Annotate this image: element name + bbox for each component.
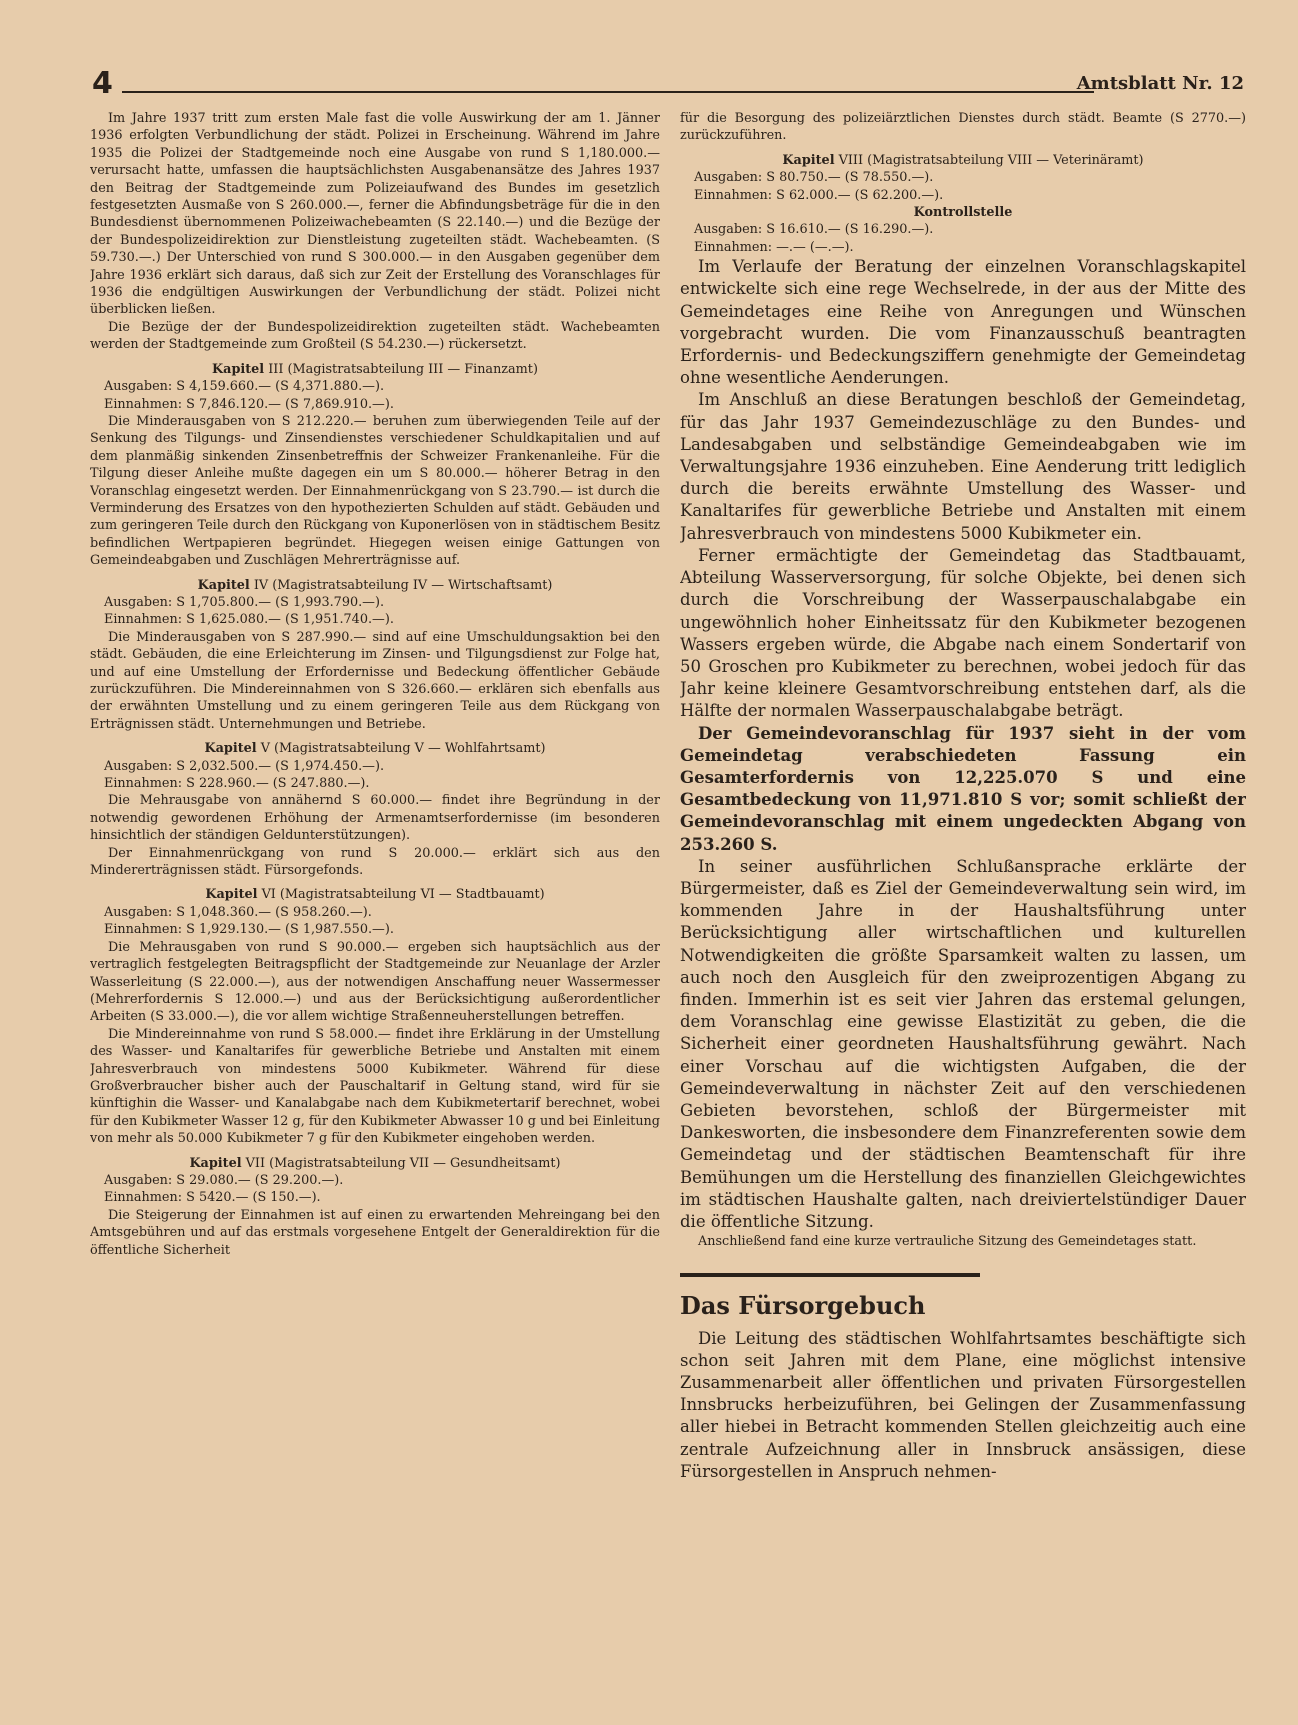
page-header [92,66,1244,106]
chapter-title: V (Magistratsabteilung V — Wohlfahrtsamt) [260,741,546,757]
expense-line: Ausgaben: S 16.610.— (S 16.290.—). [694,222,934,238]
right-large-block [680,256,1246,1233]
income-line: Einnahmen: S 1,625.080.— (S 1,951.740.—). [104,612,394,628]
chapter-label: Kapitel [782,152,835,168]
expense-line: Ausgaben: S 2,032.500.— (S 1,974.450.—). [104,758,385,774]
paragraph: Im Anschluß an diese Beratungen beschloß der Gemeindetag, für das Jahr 1937 Gemeindezuschläge zu den Bundes- und Landesabgaben und selbständige Gemeindeabgaben wie im Verwaltungsjahre 1936 einzuheben. Eine Aenderung tritt lediglich durch die bereits erwähnte Umstellung des Wasser- und Kanaltarifes für gewerbliche Betriebe und Anstalten mit einem Jahresverbrauch von mindestens 5000 Kubikmeter ein. [680,390,1246,543]
chapter-heading [90,886,660,903]
expense-line: Ausgaben: S 80.750.— (S 78.550.—). [694,170,934,186]
chapter-heading [680,152,1246,169]
paragraph: Ferner ermächtigte der Gemeindetag das Stadtbauamt, Abteilung Wasserversorgung, für solche Objekte, bei denen sich durch die Vorschreibung der Wasserpauschalabgabe ein ungewöhnlich hoher Einheitssatz für den Kubikmeter bezogenen Wassers ergeben würde, die Abgabe nach einem Sondertarif von 50 Groschen pro Kubikmeter zu berechnen, wobei jedoch für das Jahr keine kleinere Gesamtvorschreibung entstehen darf, als die Hälfte der normalen Wasserpauschalabgabe beträgt. [680,545,1246,721]
section-title: Das Fürsorgebuch [680,1290,926,1320]
income-line: Einnahmen: S 1,929.130.— (S 1,987.550.—). [104,922,394,938]
expense-line: Ausgaben: S 1,705.800.— (S 1,993.790.—). [104,594,385,610]
expense-line: Ausgaben: S 1,048.360.— (S 958.260.—). [104,904,372,920]
paragraph: Im Verlaufe der Beratung der einzelnen Voranschlagskapitel entwickelte sich eine rege Wechselrede, in der aus der Mitte des Gemeindetages eine Reihe von Anregungen und Wünschen vorgebracht wurden. Die vom Finanzausschuß beantragten Erfordernis- und Bedeckungsziffern genehmigte der Gemeindetag ohne wesentliche Aenderungen. [680,257,1246,388]
chapter-label: Kapitel [197,577,250,593]
chapter-label: Kapitel [204,741,257,757]
chapter-label: Kapitel [205,887,258,903]
section-separator [680,1273,980,1277]
left-column [90,110,660,1650]
income-line: Einnahmen: —.— (—.—). [694,239,854,255]
issue-label: Amtsblatt Nr. 12 [1076,73,1244,94]
income-line: Einnahmen: S 5420.— (S 150.—). [104,1190,321,1206]
page-number: 4 [92,66,113,101]
paragraph: Die Leitung des städtischen Wohlfahrtsamtes beschäftigte sich schon seit Jahren mit dem Plane, eine möglichst intensive Zusammenarbeit aller öffentlichen und privaten Fürsorgestellen Innsbrucks herbeizuführen, bei Gelingen der Zusammenfassung aller hiebei in Betracht kommenden Stellen gleichzeitig auch eine zentrale Aufzeichnung aller in Innsbruck ansässigen, diese Fürsorgestellen in Anspruch nehmen- [680,1328,1246,1481]
paragraph: Die Bezüge der der Bundespolizeidirektion zugeteilten städt. Wachebeamten werden der Stadtgemeinde zum Großteil (S 54.230.—) rückersetzt. [90,319,660,353]
income-line: Einnahmen: S 228.960.— (S 247.880.—). [104,776,370,792]
paragraph: Die Mehrausgabe von annähernd S 60.000.— findet ihre Begründung in der notwendig gewordenen Erhöhung der Armenamtserfordernisse (im besonderen hinsichtlich der ständigen Geldunterstützungen). [90,793,660,844]
chapter-label: Kapitel [212,361,265,377]
budget-summary-paragraph: Der Gemeindevoranschlag für 1937 sieht in der vom Gemeindetag verabschiedeten Fassung ein Gesamterfordernis von 12,225.070 S und eine Gesamtbedeckung von 11,971.810 S vor; somit schließt der Gemeindevoranschlag mit einem ungedeckten Abgang von 253.260 S. [680,723,1246,854]
chapter-title: III (Magistratsabteilung III — Finanzamt) [268,361,538,377]
chapter-heading [90,361,660,378]
chapter-title: IV (Magistratsabteilung IV — Wirtschaftsamt) [253,577,553,593]
paragraph: Die Mehrausgaben von rund S 90.000.— ergeben sich hauptsächlich aus der vertraglich festgelegten Beitragspflicht der Stadtgemeinde zur Neuanlage der Arzler Wasserleitung (S 22.000.—), aus der notwendigen Anschaffung neuer Wassermesser (Mehrerfordernis S 12.000.—) und aus der Berücksichtigung außerordentlicher Arbeiten (S 33.000.—), die vor allem wichtige Straßenneuherstellungen betreffen. [90,939,660,1025]
chapter-heading [90,740,660,757]
right-small-block [680,110,1246,256]
paragraph: Die Minderausgaben von S 212.220.— beruhen zum überwiegenden Teile auf der Senkung des Tilgungs- und Zinsendienstes verschiedener Schuldkapitalien und auf dem planmäßig sinkenden Zinsenbetreffnis der Schweizer Frankenanleihe. Für die Tilgung dieser Anleihe mußte dagegen ein um S 80.000.— höherer Betrag in den Voranschlag eingesetzt werden. Der Einnahmenrückgang von S 23.790.— ist durch die Verminderung des Ersatzes von den hypothezierten Schulden auf städt. Gebäuden und zum geringeren Teile durch den Rückgang von Kuponerlösen von in städtischem Besitz befindlichen Wertpapieren begründet. Hiegegen weisen einige Gattungen von Gemeindeabgaben und Zuschlägen Mehrerträgnisse auf. [90,413,660,569]
paragraph: Die Mindereinnahme von rund S 58.000.— findet ihre Erklärung in der Umstellung des Wasser- und Kanaltarifes für gewerbliche Betriebe und Anstalten mit einem Jahresverbrauch von mindestens 5000 Kubikmeter. Während für diese Großverbraucher bisher auch der Pauschaltarif in Geltung stand, wird für sie künftighin die Wasser- und Kanalabgabe nach dem Kubikmetertarif berechnet, wobei für den Kubikmeter Wasser 12 g, für den Kubikmeter Abwasser 10 g und bei Einleitung von mehr als 50.000 Kubikmeter 7 g für den Kubikmeter eingehoben werden. [90,1026,660,1147]
paragraph: Die Minderausgaben von S 287.990.— sind auf eine Umschuldungsaktion bei den städt. Gebäuden, die eine Erleichterung im Zinsen- und Tilgungsdienst zur Folge hat, und auf eine Umstellung der Erfordernisse und Bedeckung öffentlicher Gebäude zurückzuführen. Die Mindereinnahmen von S 326.660.— erklären sich ebenfalls aus der erwähnten Umstellung und zu einem geringeren Teile aus dem Rückgang von Erträgnissen städt. Unternehmungen und Betriebe. [90,629,660,732]
income-line: Einnahmen: S 7,846.120.— (S 7,869.910.—). [104,396,394,412]
chapter-heading [90,1155,660,1172]
header-rule [122,91,1094,93]
right-column [680,110,1246,1670]
chapter-heading [90,577,660,594]
income-line: Einnahmen: S 62.000.— (S 62.200.—). [694,187,944,203]
kontrollstelle-heading: Kontrollstelle [913,205,1013,221]
chapter-label: Kapitel [189,1155,242,1171]
paragraph: Die Steigerung der Einnahmen ist auf einen zu erwartenden Mehreingang bei den Amtsgebühren und auf das erstmals vorgesehene Entgelt der Generaldirektion für die öffentliche Sicherheit [90,1207,660,1258]
chapter-title: VIII (Magistratsabteilung VIII — Veterinäramt) [838,152,1144,168]
expense-line: Ausgaben: S 29.080.— (S 29.200.—). [104,1172,344,1188]
paragraph: Im Jahre 1937 tritt zum ersten Male fast die volle Auswirkung der am 1. Jänner 1936 erfolgten Verbundlichung der städt. Polizei in Erscheinung. Während im Jahre 1935 die Polizei der Stadtgemeinde noch eine Ausgabe von rund S 1,180.000.— verursacht hatte, umfassen die hauptsächlichsten Ausgabenansätze des Jahres 1937 den Beitrag der Stadtgemeinde zum Polizeiaufwand des Bundes im gesetzlich festgesetzten Ausmaße von S 260.000.—, ferner die Abfindungsbeträge für die in den Bundesdienst übernommenen Polizeiwachebeamten (S 22.140.—) und die Bezüge der der Bundespolizeidirektion zur Dienstleistung zugeteilten städt. Wachebeamten. (S 59.730.—.) Der Unterschied von rund S 300.000.— in den Ausgaben gegenüber dem Jahre 1936 erklärt sich daraus, daß sich zur Zeit der Erstellung des Voranschlages für 1936 die endgültigen Auswirkungen der Verbundlichung der städt. Polizei nicht überblicken ließen. [90,111,660,318]
expense-line: Ausgaben: S 4,159.660.— (S 4,371.880.—). [104,379,385,395]
paragraph: für die Besorgung des polizeiärztlichen Dienstes durch städt. Beamte (S 2770.—) zurückzuführen. [680,111,1246,144]
paragraph: Der Einnahmenrückgang von rund S 20.000.— erklärt sich aus den Mindererträgnissen städt. Fürsorgefonds. [90,845,660,879]
chapter-title: VII (Magistratsabteilung VII — Gesundheitsamt) [245,1155,561,1171]
paragraph: Anschließend fand eine kurze vertrauliche Sitzung des Gemeindetages statt. [698,1234,1197,1250]
paragraph: In seiner ausführlichen Schlußansprache erklärte der Bürgermeister, daß es Ziel der Gemeindeverwaltung sein wird, im kommenden Jahre in der Haushaltsführung unter Berücksichtigung aller wirtschaftlichen und kulturellen Notwendigkeiten die größte Sparsamkeit walten zu lassen, um auch noch den Ausgleich für den zweiprozentigen Abgang zu finden. Immerhin ist es seit vier Jahren das erstemal gelungen, dem Voranschlag eine gewisse Elastizität zu geben, die die Sicherheit einer geordneten Haushaltsführung gewährt. Nach einer Vorschau auf die wichtigsten Aufgaben, die der Gemeindeverwaltung in nächster Zeit auf den verschiedenen Gebieten bevorstehen, schloß der Bürgermeister mit Dankesworten, die insbesondere dem Finanzreferenten sowie dem Gemeindetag und der städtischen Beamtenschaft für ihre Bemühungen um die Herstellung des finanziellen Gleichgewichtes im städtischen Haushalte galten, nach dreiviertelstündiger Dauer die öffentliche Sitzung. [680,856,1246,1231]
chapter-title: VI (Magistratsabteilung VI — Stadtbauamt) [261,887,545,903]
